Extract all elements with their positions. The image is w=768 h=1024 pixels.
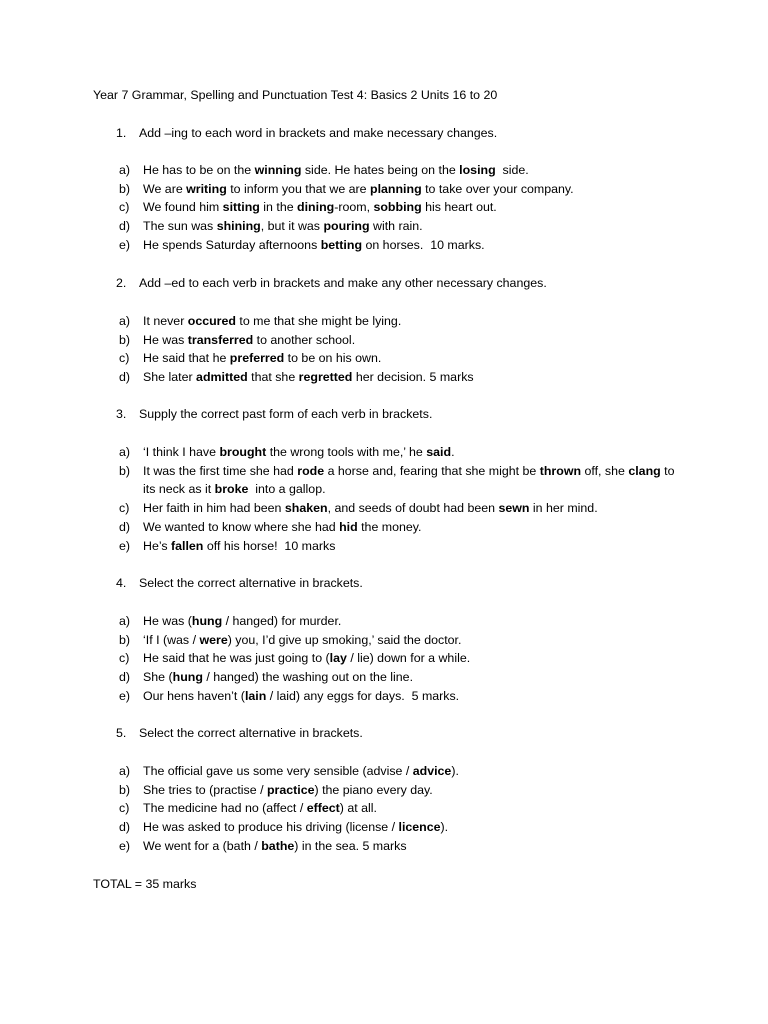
item-letter: c) [119,651,130,666]
answer-word: hung [191,614,223,628]
question-item [119,612,679,631]
question-item [119,368,679,387]
item-text: He spends Saturday afternoons [143,237,321,252]
question-item [119,462,679,499]
question-1-heading [116,126,497,140]
answer-word: shining [216,219,261,234]
item-letter: d) [119,370,131,385]
item-text: ‘I think I have [143,445,220,459]
item-letter: c) [119,801,130,816]
item-letter: a) [119,314,131,328]
answer-word: clang [628,463,661,478]
item-text: She ( [143,670,173,685]
item-letter: e) [119,838,131,853]
item-text: to be on his own. [284,351,382,366]
question-item [119,331,679,350]
item-text: his heart out. [421,200,497,215]
item-text: the wrong tools with me,’ he [266,445,427,459]
answer-word: winning [254,163,302,177]
item-letter: d) [119,219,131,234]
item-text: to another school. [253,332,356,347]
document-title: Year 7 Grammar, Spelling and Punctuation Test 4: Basics 2 Units 16 to 20 [93,88,498,102]
item-text: with rain. [369,219,423,234]
item-text: -room, [334,200,374,215]
question-item [119,537,679,556]
question-item [119,349,679,368]
question-3-items [119,443,679,555]
question-instruction: Add –ed to each verb in brackets and make any other necessary changes. [139,276,547,290]
item-text: We wanted to know where she had [143,519,340,534]
answer-word: rode [297,463,325,478]
answer-word: sewn [498,501,530,516]
item-text: to take over your company. [421,181,574,196]
question-item [119,837,679,856]
question-item [119,180,679,199]
item-text: her decision. 5 marks [352,370,474,385]
item-letter: b) [119,181,131,196]
answer-word: regretted [298,370,353,385]
answer-word: said [426,445,452,459]
answer-word: thrown [539,463,582,478]
item-letter: e) [119,237,131,252]
item-text: side. [495,163,529,177]
question-instruction: Select the correct alternative in brackets. [139,576,363,590]
question-item [119,799,679,818]
answer-word: betting [320,237,363,252]
item-text: He said that he was just going to ( [143,651,330,666]
item-text: Her faith in him had been [143,501,285,516]
answer-word: lay [329,651,347,666]
answer-word: dining [297,200,335,215]
item-text: ). [440,820,449,835]
answer-word: broke [214,482,249,497]
question-3-heading [116,407,432,421]
item-text: He was [143,332,188,347]
question-number: 2. [116,276,127,290]
item-text: We went for a (bath / [143,838,262,853]
item-text: The sun was [143,219,217,234]
item-text: It was the first time she had [143,463,298,478]
question-number: 3. [116,407,127,421]
question-5-items [119,762,679,856]
item-text: on horses. 10 marks. [362,237,485,252]
item-text: side. He hates being on the [301,163,460,177]
answer-word: fallen [171,538,204,553]
item-text: / laid) any eggs for days. 5 marks. [266,688,460,703]
item-text: He was asked to produce his driving (license / [143,820,399,835]
item-text: ). [451,764,459,778]
item-text: / lie) down for a while. [346,651,471,666]
item-text: in her mind. [529,501,598,516]
item-text: ) the piano every day. [314,782,433,797]
item-letter: b) [119,632,131,647]
answer-word: sitting [222,200,260,215]
item-text: She tries to (practise / [143,782,267,797]
item-letter: c) [119,351,130,366]
item-letter: e) [119,688,131,703]
item-text: ) you, I’d give up smoking,’ said the doctor. [227,632,462,647]
item-letter: c) [119,200,130,215]
question-item [119,687,679,706]
item-text: / hanged) the washing out on the line. [202,670,414,685]
answer-word: admitted [196,370,248,385]
item-letter: a) [119,614,131,628]
question-2-items [119,312,679,387]
question-item [119,236,679,255]
item-letter: b) [119,332,131,347]
item-text: ) in the sea. 5 marks [294,838,407,853]
question-number: 4. [116,576,127,590]
item-text: to me that she might be lying. [235,314,402,328]
question-item [119,762,679,781]
question-item [119,443,679,462]
answer-word: brought [219,445,267,459]
item-text: The medicine had no (affect / [143,801,307,816]
question-instruction: Add –ing to each word in brackets and make necessary changes. [139,126,498,140]
item-letter: d) [119,670,131,685]
question-item [119,668,679,687]
question-item [119,818,679,837]
answer-word: sobbing [373,200,422,215]
item-text: , but it was [260,219,324,234]
question-1-items [119,161,679,255]
item-letter: a) [119,445,131,459]
item-text: into a gallop. [248,482,326,497]
answer-word: losing [459,163,496,177]
question-item [119,499,679,518]
question-item [119,198,679,217]
question-4-heading [116,576,363,590]
item-text: in the [259,200,298,215]
answer-word: advice [412,764,452,778]
item-text: that she [247,370,299,385]
question-instruction: Supply the correct past form of each verb in brackets. [139,407,433,421]
answer-word: lain [244,688,267,703]
total-marks: TOTAL = 35 marks [93,877,197,891]
item-text: We found him [143,200,223,215]
answer-word: hid [339,519,358,534]
question-number: 5. [116,726,127,740]
question-2-heading [116,276,547,290]
question-5-heading [116,726,363,740]
item-text: It never [143,314,188,328]
item-text: He was ( [143,614,192,628]
item-letter: b) [119,463,131,478]
answer-word: writing [186,181,227,196]
answer-word: planning [370,181,422,196]
item-text: the money. [357,519,422,534]
item-letter: c) [119,501,130,516]
question-item [119,649,679,668]
answer-word: effect [306,801,340,816]
item-text: He has to be on the [143,163,255,177]
answer-word: bathe [261,838,295,853]
question-item [119,518,679,537]
answer-word: pouring [323,219,370,234]
question-item [119,781,679,800]
item-letter: b) [119,782,131,797]
item-letter: a) [119,764,131,778]
item-letter: d) [119,519,131,534]
question-item [119,312,679,331]
item-letter: e) [119,538,131,553]
item-text: to inform you that we are [226,181,371,196]
answer-word: occured [187,314,236,328]
answer-word: were [199,632,228,647]
item-text: ‘If I (was / [143,632,200,647]
question-number: 1. [116,126,127,140]
answer-word: shaken [284,501,328,516]
question-item [119,631,679,650]
item-letter: a) [119,163,131,177]
item-text: . [451,445,455,459]
answer-word: transferred [187,332,254,347]
item-text: off, she [581,463,629,478]
item-text: The official gave us some very sensible (advise / [143,764,413,778]
answer-word: preferred [229,351,285,366]
item-text: She later [143,370,197,385]
question-instruction: Select the correct alternative in brackets. [139,726,363,740]
question-4-items [119,612,679,706]
item-text: to its neck as it [143,463,678,497]
item-text: off his horse! 10 marks [203,538,336,553]
item-text: ) at all. [339,801,377,816]
answer-word: licence [398,820,441,835]
item-text: a horse and, fearing that she might be [324,463,540,478]
item-letter: d) [119,820,131,835]
answer-word: practice [266,782,315,797]
item-text: He’s [143,538,172,553]
item-text: , and seeds of doubt had been [327,501,499,516]
item-text: / hanged) for murder. [222,614,342,628]
item-text: We are [143,181,187,196]
item-text: He said that he [143,351,230,366]
question-item [119,161,679,180]
question-item [119,217,679,236]
item-text: Our hens haven’t ( [143,688,245,703]
answer-word: hung [172,670,203,685]
